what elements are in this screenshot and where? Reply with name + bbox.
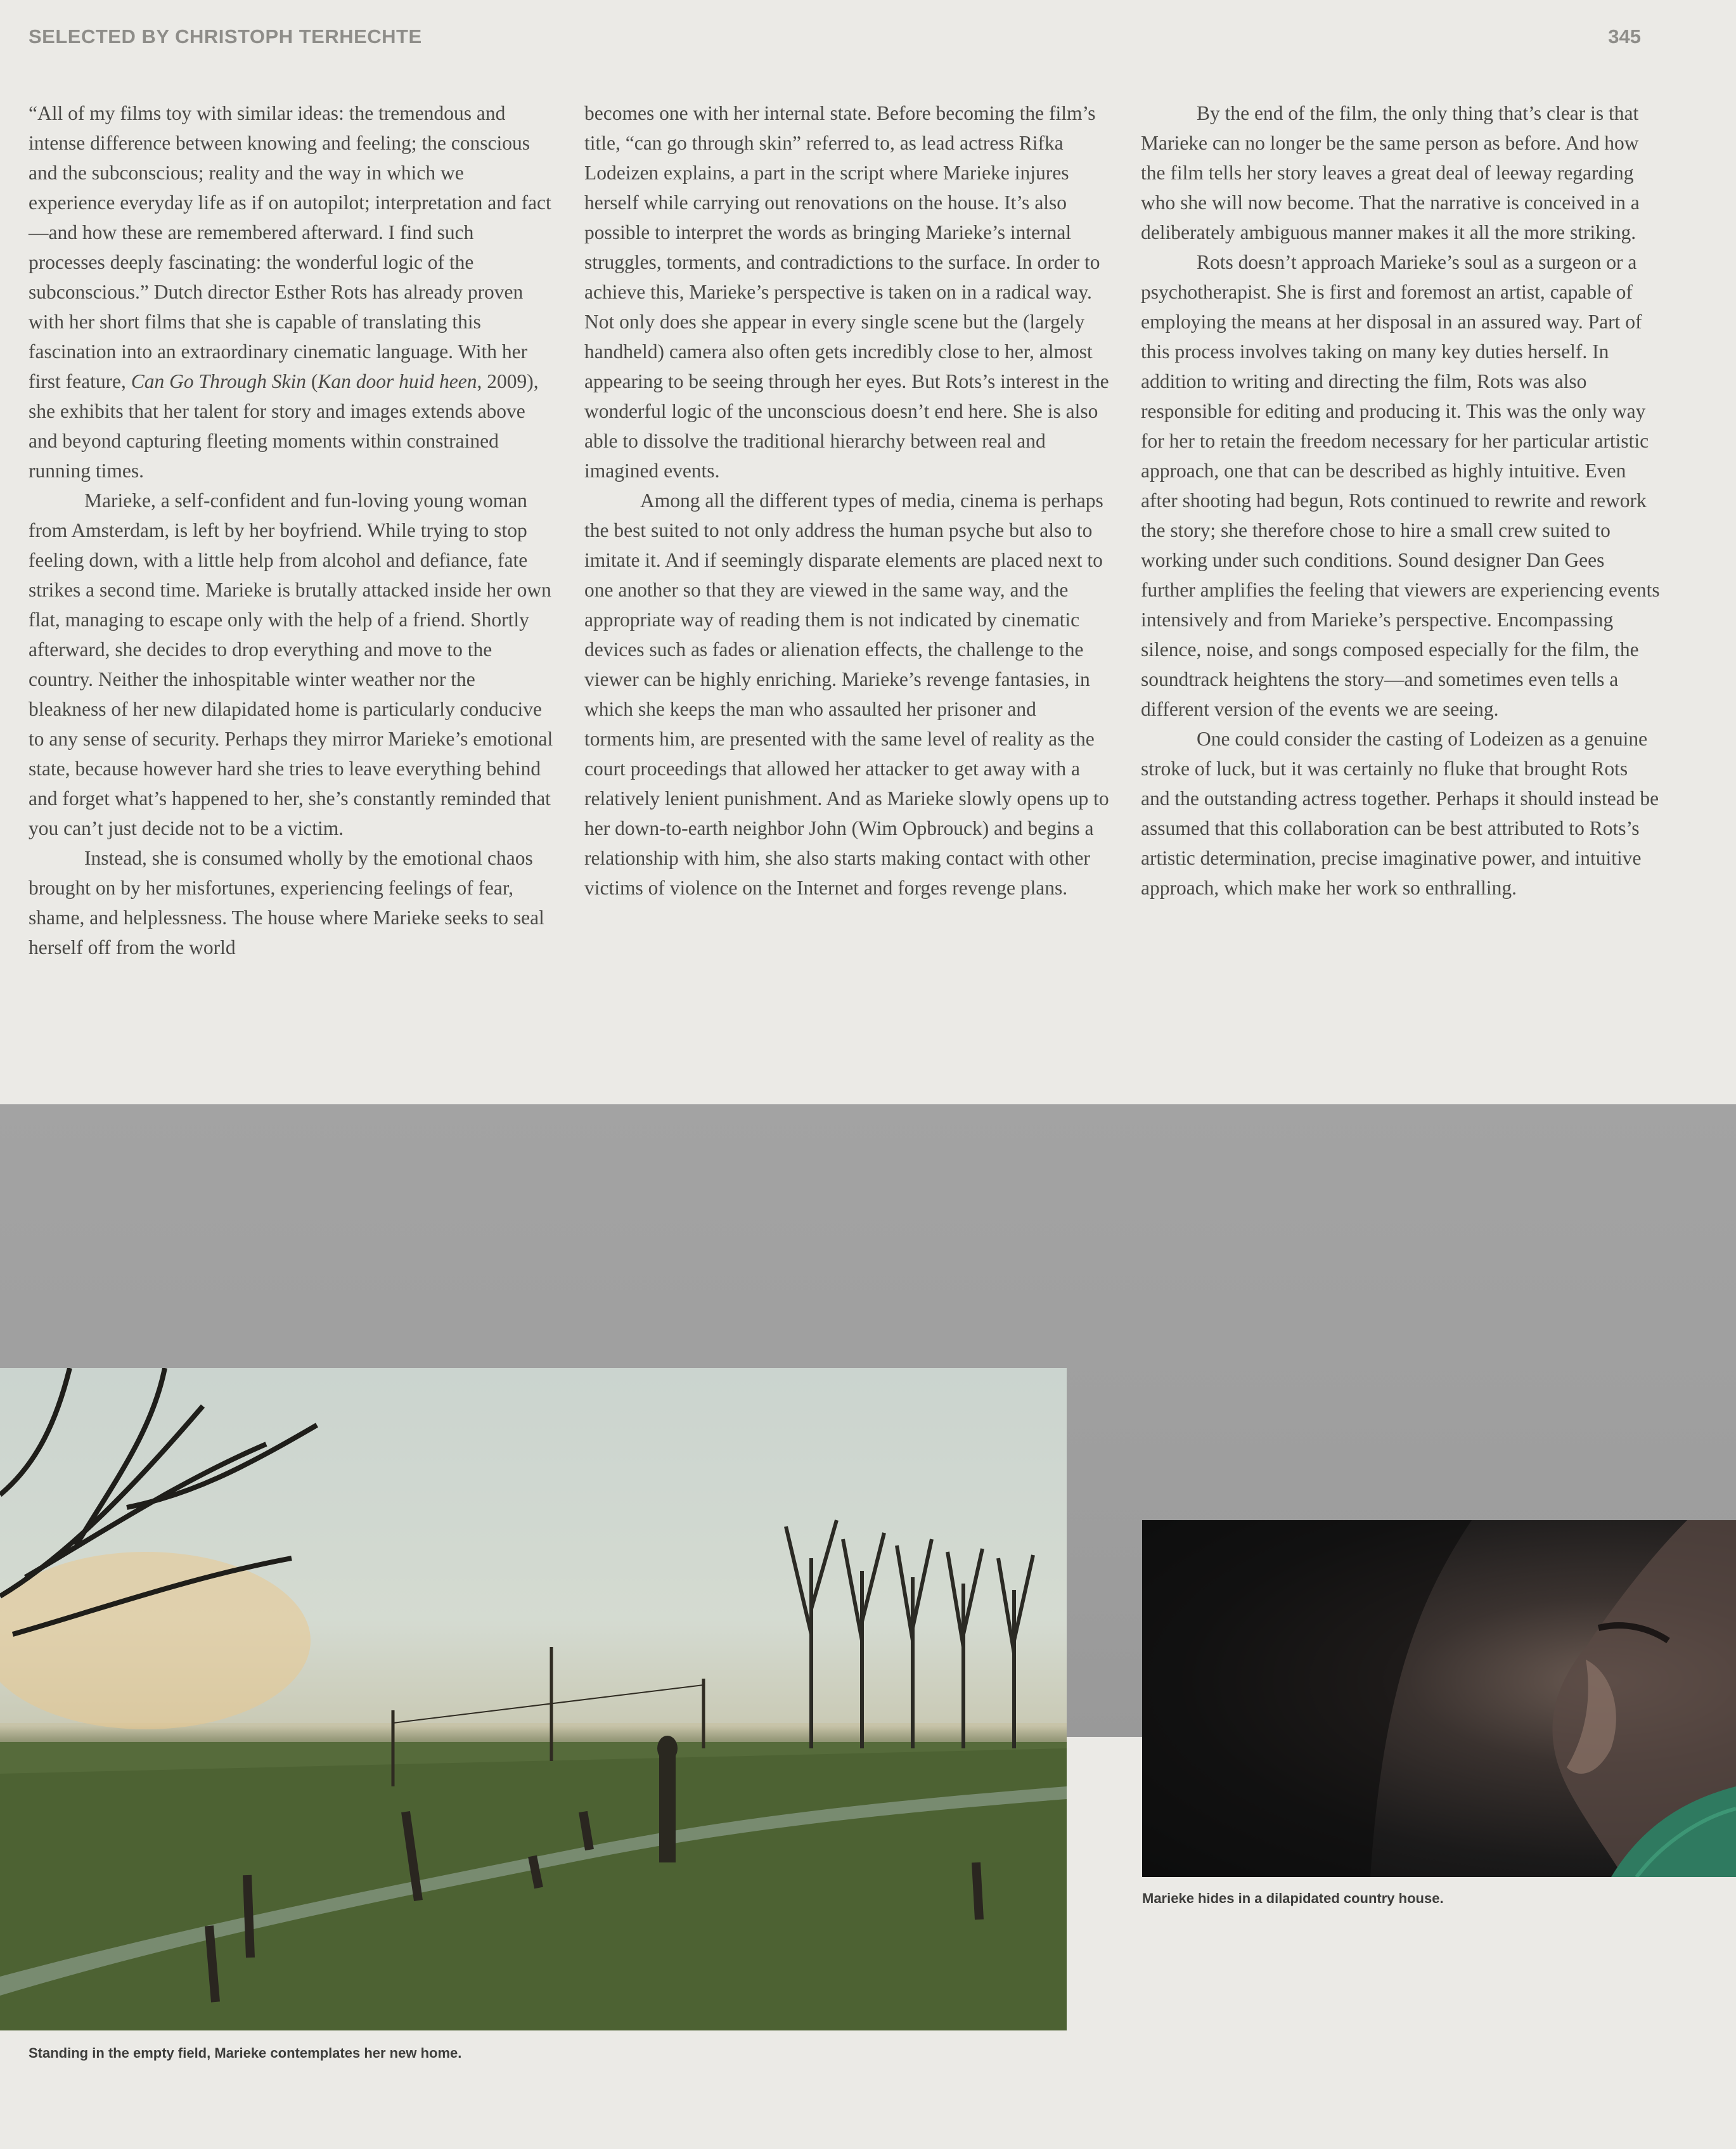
text-run: ( [306, 370, 318, 392]
page-number: 345 [1608, 25, 1641, 48]
page-header [29, 25, 1641, 57]
field-photo-caption: Standing in the empty field, Marieke contemplates her new home. [29, 2045, 462, 2061]
paragraph: Marieke, a self-confident and fun-loving young woman from Amsterdam, is left by her boyfriend. While trying to stop feeling down, with a little help from alcohol and defiance, fate strikes a second time. Marieke is brutally attacked inside her own flat, managing to escape only with the help of a friend. Shortly afterward, she decides to drop everything and move to the country. Neither the inhospitable winter weather nor the bleakness of her new dilapidated home is particularly conducive to any sense of security. Perhaps they mirror Marieke’s emotional state, because however hard she tries to leave everything behind and forget what’s happened to her, she’s constantly reminded that you can’t just decide not to be a victim. [29, 489, 553, 839]
paragraph: Instead, she is consumed wholly by the emotional chaos brought on by her misfortunes, experiencing feelings of fear, shame, and helplessness. The house where Marieke seeks to seal herself off from the world [29, 847, 544, 958]
film-title-original: Kan door huid heen [318, 370, 477, 392]
face-photo [1142, 1520, 1736, 1877]
field-photo [0, 1368, 1067, 2030]
face-scene-illustration [1142, 1520, 1736, 1877]
paragraph: Rots doesn’t approach Marieke’s soul as a surgeon or a psychotherapist. She is first and foremost an artist, capable of employing the means at her disposal in an assured way. Part of this process involves taking on many key duties herself. In addition to writing and directing the film, Rots was also responsible for editing and producing it. This was the only way for her to retain the freedom necessary for her particular artistic approach, one that can be described as highly intuitive. Even after shooting had begun, Rots continued to rewrite and rework the story; she therefore chose to hire a small crew suited to working under such conditions. Sound designer Dan Gees further amplifies the feeling that viewers are experiencing events intensively and from Marieke’s perspective. Encompassing silence, noise, and songs composed especially for the film, the soundtrack heightens the story—and sometimes even tells a different version of the events we are seeing. [1141, 251, 1660, 720]
field-scene-illustration [0, 1368, 1067, 2030]
article-column-2 [584, 98, 1110, 903]
text-run: “All of my films toy with similar ideas: the tremendous and intense difference between knowing and feeling; the conscious and the subconscious; reality and the way in which we experience everyday life as if on autopilot; interpretation and fact—and how these are remembered afterward. I find such processes deeply fascinating: the wonderful logic of the subconscious.” Dutch director Esther Rots has already proven with her short films that she is capable of translating this fascination into an extraordinary cinematic language. With her first feature, [29, 102, 551, 392]
running-head: SELECTED BY CHRISTOPH TERHECHTE [29, 25, 422, 48]
article-column-1 [29, 98, 555, 962]
face-photo-caption: Marieke hides in a dilapidated country house. [1142, 1890, 1444, 1906]
paragraph [29, 98, 555, 486]
paragraph: becomes one with her internal state. Before becoming the film’s title, “can go through skin” referred to, as lead actress Rifka Lodeizen explains, a part in the script where Marieke injures herself while carrying out renovations on the house. It’s also possible to interpret the words as bringing Marieke’s internal struggles, torments, and contradictions to the surface. In order to achieve this, Marieke’s perspective is taken on in a radical way. Not only does she appear in every single scene but the (largely handheld) camera also often gets incredibly close to her, almost appearing to be seeing through her eyes. But Rots’s interest in the wonderful logic of the unconscious doesn’t end here. She is also able to dissolve the traditional hierarchy between real and imagined events. [584, 102, 1109, 482]
film-title: Can Go Through Skin [131, 370, 307, 392]
text-run: , 2009), she exhibits that her talent for story and images extends above and beyond capturing fleeting moments within constrained running times. [29, 370, 539, 482]
paragraph: One could consider the casting of Lodeizen as a genuine stroke of luck, but it was certainly no fluke that brought Rots and the outstanding actress together. Perhaps it should instead be assumed that this collaboration can be best attributed to Rots’s artistic determination, precise imaginative power, and intuitive approach, which make her work so enthralling. [1141, 728, 1659, 899]
article-column-3 [1141, 98, 1661, 903]
paragraph: Among all the different types of media, cinema is perhaps the best suited to not only address the human psyche but also to imitate it. And if seemingly disparate elements are placed next to one another so that they are viewed in the same way, and the appropriate way of reading them is not indicated by cinematic devices such as fades or alienation effects, the challenge to the viewer can be highly enriching. Marieke’s revenge fantasies, in which she keeps the man who assaulted her prisoner and torments him, are presented with the same level of reality as the court proceedings that allowed her attacker to get away with a relatively lenient punishment. And as Marieke slowly opens up to her down-to-earth neighbor John (Wim Opbrouck) and begins a relationship with him, she also starts making contact with other victims of violence on the Internet and forges revenge plans. [584, 489, 1109, 899]
paragraph: By the end of the film, the only thing that’s clear is that Marieke can no longer be the same person as before. And how the film tells her story leaves a great deal of leeway regarding who she will now become. That the narrative is conceived in a deliberately ambiguous manner makes it all the more striking. [1141, 102, 1640, 243]
